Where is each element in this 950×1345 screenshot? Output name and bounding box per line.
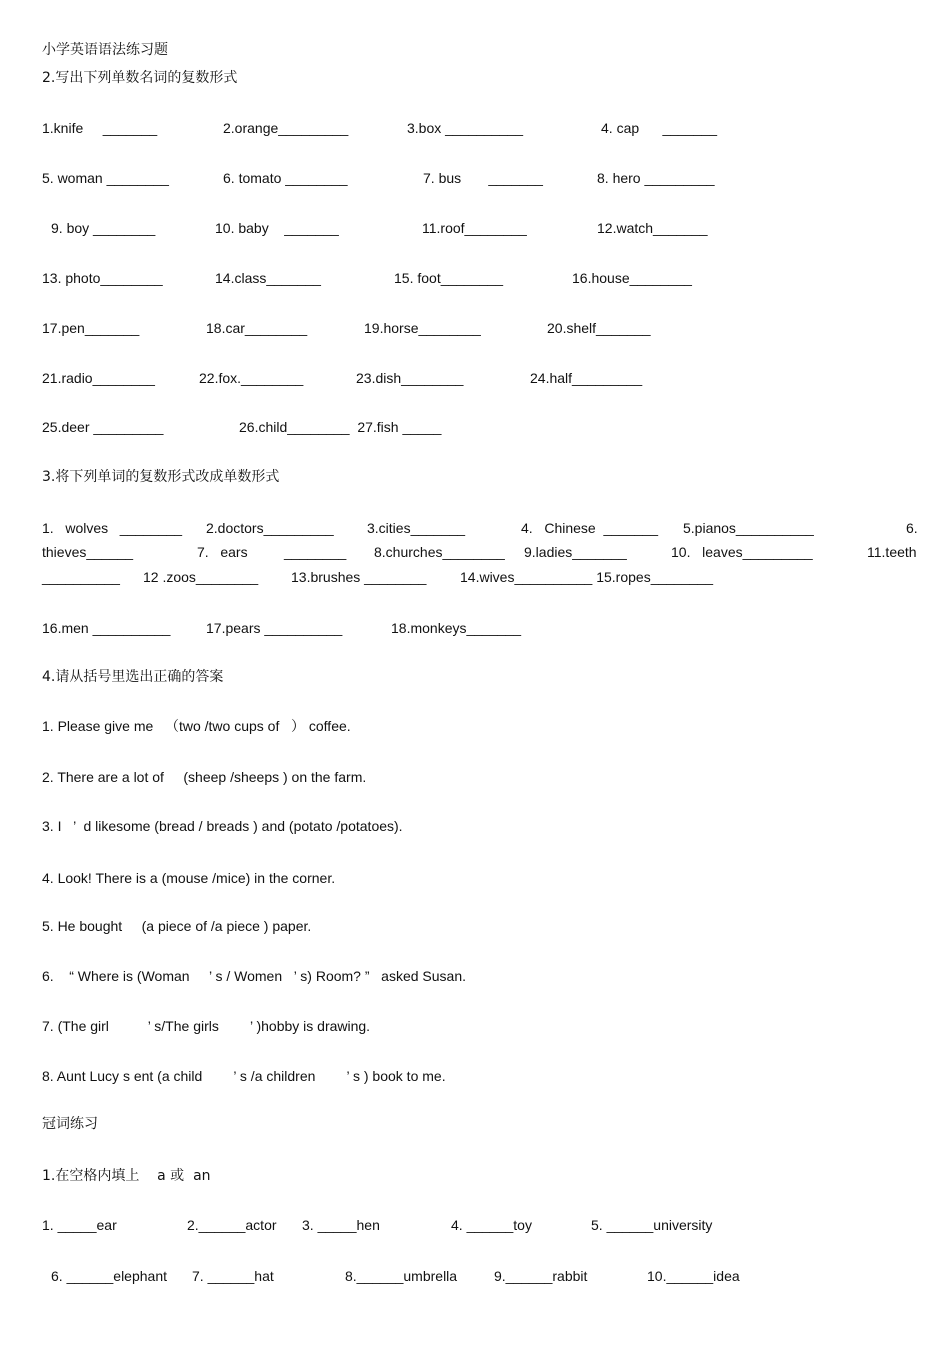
question-item: 4. Look! There is a (mouse /mice) in the corner. bbox=[42, 870, 336, 886]
exercise-item: 16.house________ bbox=[572, 270, 692, 286]
exercise-item: 1. wolves ________ bbox=[42, 520, 183, 536]
exercise-item: 6. tomato ________ bbox=[223, 170, 348, 186]
exercise-item: 3. _____hen bbox=[302, 1217, 380, 1233]
exercise-item: 6. bbox=[906, 520, 918, 536]
exercise-item: 1. _____ear bbox=[42, 1217, 117, 1233]
exercise-item: 11.teeth bbox=[867, 544, 917, 560]
question-item: 7. (The girl ’ s/The girls ’ )hobby is drawing. bbox=[42, 1018, 371, 1034]
exercise-item: 12.watch_______ bbox=[597, 220, 708, 236]
exercise-item: 4. ______toy bbox=[451, 1217, 532, 1233]
exercise-item: 21.radio________ bbox=[42, 370, 155, 386]
exercise-item: 2.______actor bbox=[187, 1217, 277, 1233]
exercise-item: 3.cities_______ bbox=[367, 520, 466, 536]
exercise-item: 7. ______hat bbox=[192, 1268, 274, 1284]
exercise-item: 10. baby _______ bbox=[215, 220, 339, 236]
exercise-item: 8.churches________ bbox=[374, 544, 505, 560]
exercise-item: 4. cap _______ bbox=[601, 120, 717, 136]
exercise-item: 25.deer _________ bbox=[42, 419, 164, 435]
exercise-item: 5. woman ________ bbox=[42, 170, 169, 186]
exercise-item: 7. ears bbox=[197, 544, 248, 560]
exercise-item: 9.ladies_______ bbox=[524, 544, 627, 560]
exercise-item: 7. bus _______ bbox=[423, 170, 543, 186]
exercise-item: 24.half_________ bbox=[530, 370, 643, 386]
exercise-item: 15. foot________ bbox=[394, 270, 503, 286]
section3-heading: 3.将下列单词的复数形式改成单数形式 bbox=[42, 469, 280, 485]
exercise-item: 16.men __________ bbox=[42, 620, 171, 636]
exercise-item: ________ bbox=[284, 544, 347, 560]
exercise-item: 23.dish________ bbox=[356, 370, 464, 386]
exercise-item: thieves______ bbox=[42, 544, 134, 560]
exercise-item: 18.car________ bbox=[206, 320, 308, 336]
exercise-item: 2.orange_________ bbox=[223, 120, 349, 136]
page-title: 小学英语语法练习题 bbox=[42, 42, 168, 58]
exercise-item: 19.horse________ bbox=[364, 320, 481, 336]
exercise-item: 1.knife _______ bbox=[42, 120, 158, 136]
exercise-item: 9.______rabbit bbox=[494, 1268, 588, 1284]
exercise-item: 10.______idea bbox=[647, 1268, 740, 1284]
articles-subheading: 1.在空格内填上 a 或 an bbox=[42, 1168, 211, 1184]
question-item: 3. I ’ d likesome (bread / breads ) and (potato /potatoes). bbox=[42, 818, 403, 834]
section4-heading: 4.请从括号里选出正确的答案 bbox=[42, 669, 224, 685]
exercise-item: 5. ______university bbox=[591, 1217, 713, 1233]
exercise-item: 2.doctors_________ bbox=[206, 520, 334, 536]
exercise-item: 17.pears __________ bbox=[206, 620, 343, 636]
question-item: 2. There are a lot of (sheep /sheeps ) on the farm. bbox=[42, 769, 367, 785]
question-item: 8. Aunt Lucy s ent (a child ’ s /a children ’ s ) book to me. bbox=[42, 1068, 446, 1084]
exercise-item: 8. hero _________ bbox=[597, 170, 715, 186]
exercise-item: __________ bbox=[42, 569, 120, 585]
exercise-item: 4. Chinese _______ bbox=[521, 520, 658, 536]
question-item: 5. He bought (a piece of /a piece ) paper. bbox=[42, 918, 312, 934]
section2-heading: 2.写出下列单数名词的复数形式 bbox=[42, 70, 238, 86]
exercise-item: 9. boy ________ bbox=[51, 220, 156, 236]
exercise-item: 26.child________ 27.fish _____ bbox=[239, 419, 442, 435]
exercise-item: 12 .zoos________ bbox=[143, 569, 259, 585]
question-item: 6. “ Where is (Woman ’ s / Women ’ s) Room? ” asked Susan. bbox=[42, 968, 467, 984]
exercise-item: 13. photo________ bbox=[42, 270, 163, 286]
exercise-item: 20.shelf_______ bbox=[547, 320, 651, 336]
exercise-item: 18.monkeys_______ bbox=[391, 620, 521, 636]
exercise-item: 10. leaves_________ bbox=[671, 544, 813, 560]
exercise-item: 14.wives__________ 15.ropes________ bbox=[460, 569, 713, 585]
exercise-item: 17.pen_______ bbox=[42, 320, 140, 336]
exercise-item: 14.class_______ bbox=[215, 270, 321, 286]
exercise-item: 8.______umbrella bbox=[345, 1268, 458, 1284]
exercise-item: 6. ______elephant bbox=[51, 1268, 167, 1284]
exercise-item: 22.fox.________ bbox=[199, 370, 304, 386]
exercise-item: 3.box __________ bbox=[407, 120, 523, 136]
articles-heading: 冠词练习 bbox=[42, 1116, 98, 1132]
exercise-item: 5.pianos__________ bbox=[683, 520, 814, 536]
question-item: 1. Please give me （two /two cups of ） coffee. bbox=[42, 718, 351, 734]
exercise-item: 11.roof________ bbox=[422, 220, 527, 236]
exercise-item: 13.brushes ________ bbox=[291, 569, 427, 585]
